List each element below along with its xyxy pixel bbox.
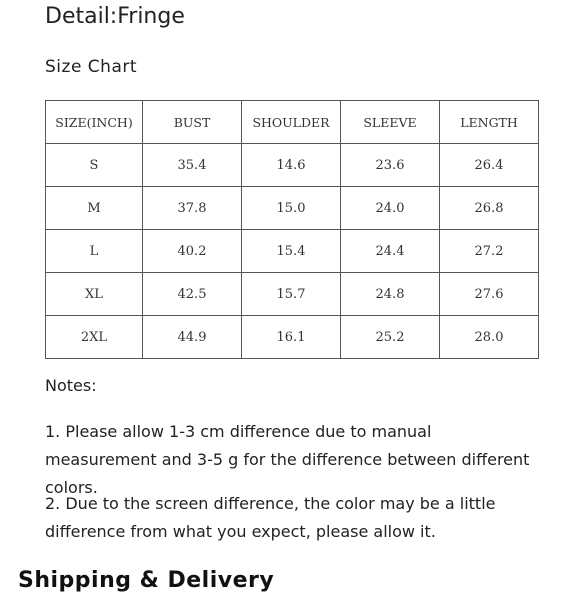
cell-bust: 42.5	[143, 273, 242, 316]
cell-length: 28.0	[440, 316, 539, 359]
table-row	[46, 316, 539, 359]
header-shoulder: SHOULDER	[242, 101, 341, 144]
cell-length: 26.4	[440, 144, 539, 187]
cell-shoulder: 15.0	[242, 187, 341, 230]
cell-shoulder: 15.4	[242, 230, 341, 273]
cell-sleeve: 24.4	[341, 230, 440, 273]
cell-shoulder: 16.1	[242, 316, 341, 359]
size-chart-table	[45, 100, 539, 359]
table-row	[46, 230, 539, 273]
cell-sleeve: 24.0	[341, 187, 440, 230]
cell-sleeve: 24.8	[341, 273, 440, 316]
cell-bust: 35.4	[143, 144, 242, 187]
table-header-row	[46, 101, 539, 144]
cell-length: 27.6	[440, 273, 539, 316]
table-row	[46, 187, 539, 230]
header-sleeve: SLEEVE	[341, 101, 440, 144]
header-length: LENGTH	[440, 101, 539, 144]
cell-size: S	[46, 144, 143, 187]
cell-length: 26.8	[440, 187, 539, 230]
cell-bust: 44.9	[143, 316, 242, 359]
notes-label: Notes:	[45, 376, 97, 395]
cell-size: 2XL	[46, 316, 143, 359]
header-size: SIZE(INCH)	[46, 101, 143, 144]
cell-sleeve: 25.2	[341, 316, 440, 359]
cell-length: 27.2	[440, 230, 539, 273]
detail-heading: Detail:Fringe	[45, 4, 185, 29]
cell-bust: 37.8	[143, 187, 242, 230]
cell-shoulder: 14.6	[242, 144, 341, 187]
cell-size: L	[46, 230, 143, 273]
header-bust: BUST	[143, 101, 242, 144]
cell-size: M	[46, 187, 143, 230]
note-item: 2. Due to the screen difference, the color may be a little difference from what you expect, please allow it.	[45, 494, 496, 541]
size-chart-heading: Size Chart	[45, 57, 138, 77]
table-row	[46, 144, 539, 187]
table-row	[46, 273, 539, 316]
shipping-delivery-heading: Shipping & Delivery	[18, 568, 275, 593]
cell-size: XL	[46, 273, 143, 316]
cell-sleeve: 23.6	[341, 144, 440, 187]
cell-shoulder: 15.7	[242, 273, 341, 316]
cell-bust: 40.2	[143, 230, 242, 273]
note-item: 1. Please allow 1-3 cm difference due to manual measurement and 3-5 g for the difference between different colors.	[45, 422, 530, 497]
